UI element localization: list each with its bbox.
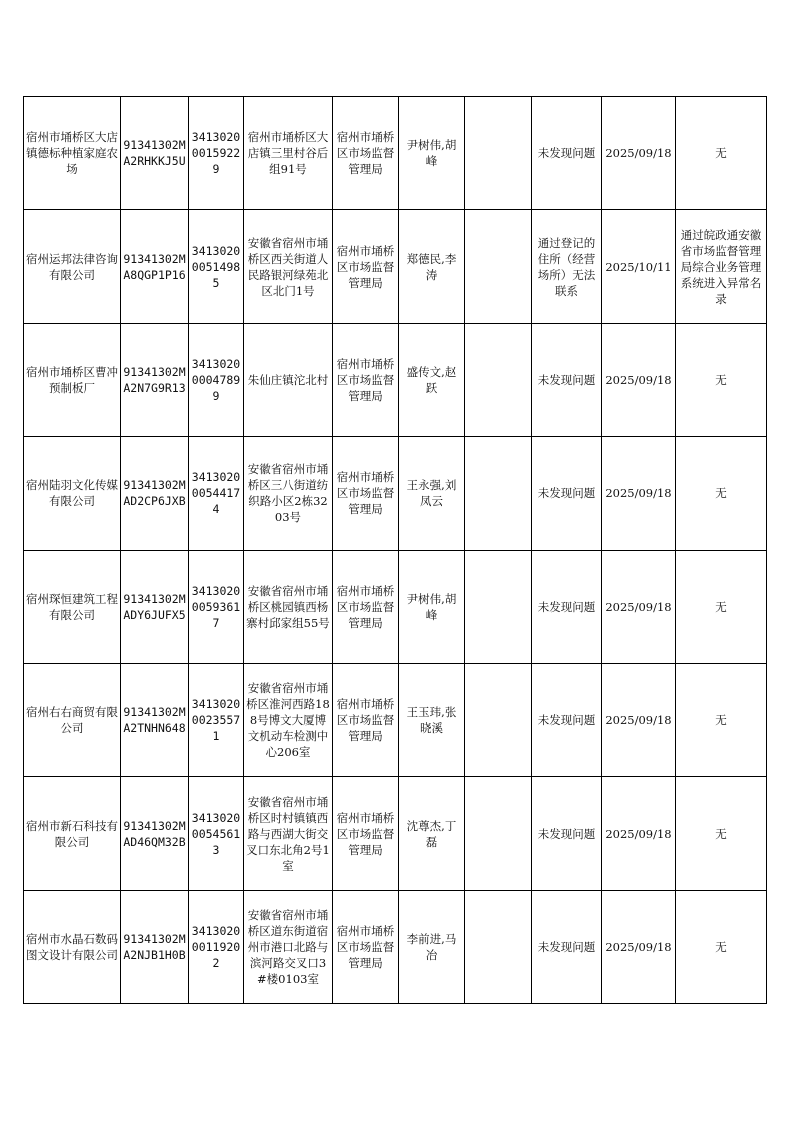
result-cell: 未发现问题 [532,97,602,210]
credit-code-cell: 91341302MADY6JUFX5 [121,550,189,663]
table-row [24,550,767,663]
company-name-cell: 宿州运邦法律咨询有限公司 [24,210,121,323]
table-row [24,210,767,323]
date-cell: 2025/09/18 [602,437,676,550]
credit-code-cell: 91341302MAD46QM32B [121,777,189,890]
inspection-item-cell [465,663,532,776]
date-cell: 2025/09/18 [602,777,676,890]
authority-cell: 宿州市埇桥区市场监督管理局 [333,97,399,210]
handling-cell: 无 [676,97,767,210]
credit-code-cell: 91341302MA8QGP1P16 [121,210,189,323]
registration-number-cell: 341302000235571 [189,663,244,776]
inspectors-cell: 郑德民,李涛 [399,210,465,323]
registration-number-cell: 341302000514985 [189,210,244,323]
result-cell: 未发现问题 [532,777,602,890]
result-cell: 未发现问题 [532,663,602,776]
table-row [24,323,767,436]
authority-cell: 宿州市埇桥区市场监督管理局 [333,777,399,890]
date-cell: 2025/10/11 [602,210,676,323]
inspection-item-cell [465,890,532,1003]
date-cell: 2025/09/18 [602,97,676,210]
company-name-cell: 宿州陆羽文化传媒有限公司 [24,437,121,550]
date-cell: 2025/09/18 [602,323,676,436]
table-row [24,663,767,776]
result-cell: 未发现问题 [532,550,602,663]
inspection-item-cell [465,437,532,550]
registration-number-cell: 341302000593617 [189,550,244,663]
inspection-item-cell [465,550,532,663]
handling-cell: 无 [676,777,767,890]
authority-cell: 宿州市埇桥区市场监督管理局 [333,663,399,776]
inspectors-cell: 尹树伟,胡峰 [399,97,465,210]
authority-cell: 宿州市埇桥区市场监督管理局 [333,890,399,1003]
credit-code-cell: 91341302MAD2CP6JXB [121,437,189,550]
address-cell: 朱仙庄镇沱北村 [244,323,333,436]
company-name-cell: 宿州市新石科技有限公司 [24,777,121,890]
result-cell: 未发现问题 [532,437,602,550]
inspectors-cell: 盛传文,赵跃 [399,323,465,436]
authority-cell: 宿州市埇桥区市场监督管理局 [333,550,399,663]
table-row [24,890,767,1003]
inspection-item-cell [465,777,532,890]
inspectors-cell: 尹树伟,胡峰 [399,550,465,663]
credit-code-cell: 91341302MA2RHKKJ5U [121,97,189,210]
registration-number-cell: 341302000047899 [189,323,244,436]
result-cell: 通过登记的住所（经营场所）无法联系 [532,210,602,323]
address-cell: 安徽省宿州市埇桥区时村镇镇西路与西湖大街交叉口东北角2号1室 [244,777,333,890]
registration-number-cell: 341302000159229 [189,97,244,210]
registration-number-cell: 341302000544174 [189,437,244,550]
authority-cell: 宿州市埇桥区市场监督管理局 [333,210,399,323]
inspection-table [23,96,767,1004]
company-name-cell: 宿州琛恒建筑工程有限公司 [24,550,121,663]
handling-cell: 无 [676,550,767,663]
address-cell: 宿州市埇桥区大店镇三里村谷后组91号 [244,97,333,210]
handling-cell: 无 [676,437,767,550]
company-name-cell: 宿州市埇桥区大店镇德标种植家庭农场 [24,97,121,210]
company-name-cell: 宿州市埇桥区曹冲预制板厂 [24,323,121,436]
address-cell: 安徽省宿州市埇桥区道东街道宿州市港口北路与滨河路交叉口3#楼0103室 [244,890,333,1003]
registration-number-cell: 341302000119202 [189,890,244,1003]
registration-number-cell: 341302000545613 [189,777,244,890]
credit-code-cell: 91341302MA2TNHN648 [121,663,189,776]
date-cell: 2025/09/18 [602,663,676,776]
company-name-cell: 宿州右右商贸有限公司 [24,663,121,776]
inspectors-cell: 王玉玮,张晓溪 [399,663,465,776]
authority-cell: 宿州市埇桥区市场监督管理局 [333,323,399,436]
table-row [24,97,767,210]
inspectors-cell: 王永强,刘凤云 [399,437,465,550]
credit-code-cell: 91341302MA2NJB1H0B [121,890,189,1003]
result-cell: 未发现问题 [532,323,602,436]
date-cell: 2025/09/18 [602,550,676,663]
address-cell: 安徽省宿州市埇桥区西关街道人民路银河绿苑北区北门1号 [244,210,333,323]
handling-cell: 无 [676,890,767,1003]
address-cell: 安徽省宿州市埇桥区三八街道纺织路小区2栋3203号 [244,437,333,550]
address-cell: 安徽省宿州市埇桥区桃园镇西杨寨村邱家组55号 [244,550,333,663]
inspection-item-cell [465,97,532,210]
authority-cell: 宿州市埇桥区市场监督管理局 [333,437,399,550]
inspection-item-cell [465,210,532,323]
handling-cell: 无 [676,663,767,776]
inspection-item-cell [465,323,532,436]
table-row [24,437,767,550]
inspectors-cell: 沈尊杰,丁磊 [399,777,465,890]
handling-cell: 通过皖政通安徽省市场监督管理局综合业务管理系统进入异常名录 [676,210,767,323]
inspectors-cell: 李前进,马冶 [399,890,465,1003]
date-cell: 2025/09/18 [602,890,676,1003]
result-cell: 未发现问题 [532,890,602,1003]
address-cell: 安徽省宿州市埇桥区淮河西路188号博文大厦博文机动车检测中心206室 [244,663,333,776]
company-name-cell: 宿州市水晶石数码图文设计有限公司 [24,890,121,1003]
credit-code-cell: 91341302MA2N7G9R13 [121,323,189,436]
handling-cell: 无 [676,323,767,436]
table-row [24,777,767,890]
